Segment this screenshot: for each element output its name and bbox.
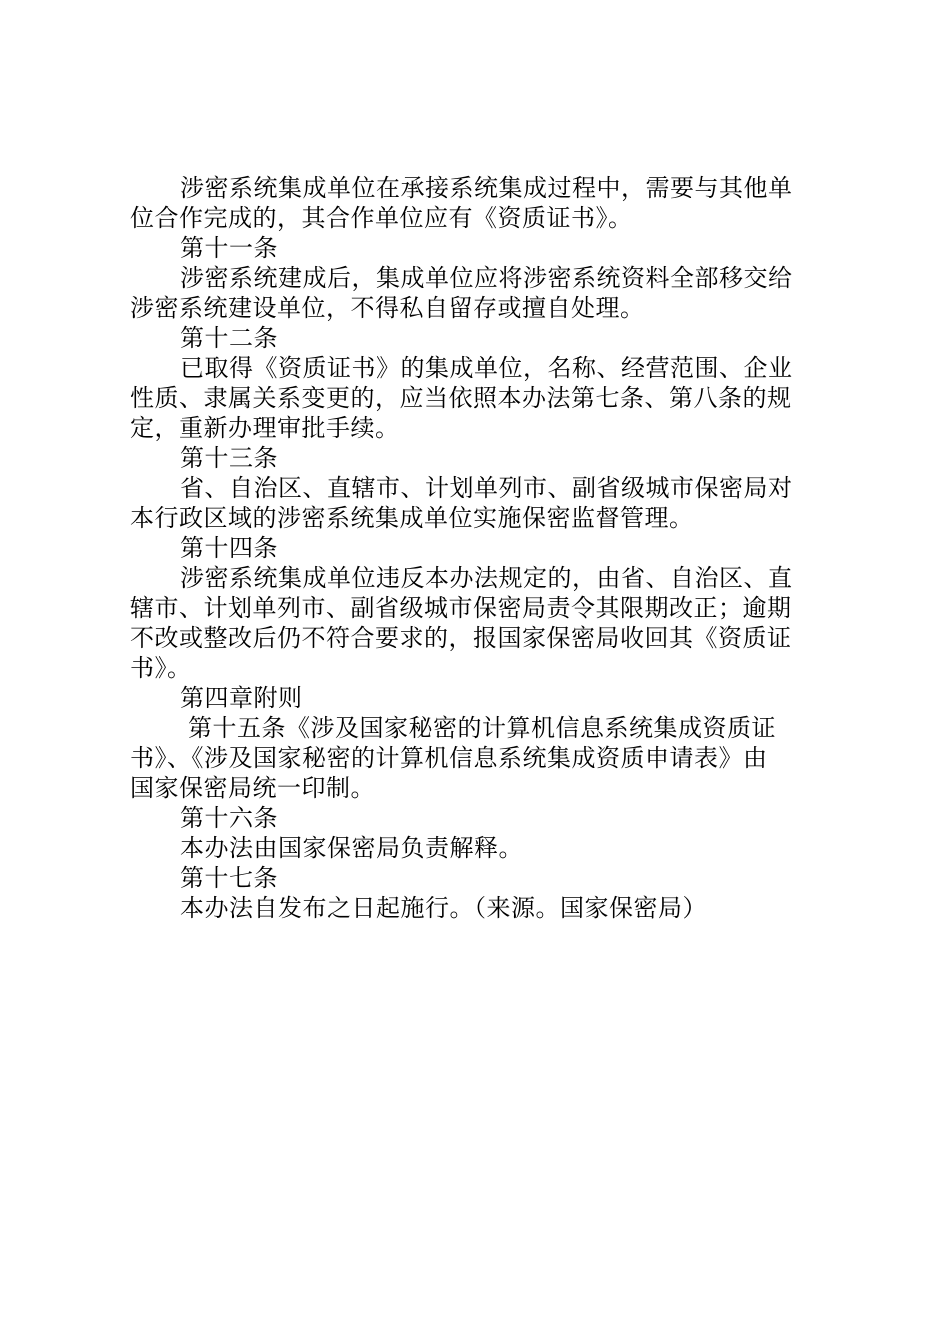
paragraph-line: 本办法由国家保密局负责解释。 (180, 834, 523, 862)
article-heading: 第十六条 (180, 804, 278, 832)
article-heading: 第十二条 (180, 324, 278, 352)
paragraph-line: 已取得《资质证书》的集成单位，名称、经营范围、企业 (180, 354, 793, 382)
paragraph-line: 书》。 (130, 654, 192, 682)
paragraph-line: 第十五条《涉及国家秘密的计算机信息系统集成资质证 (188, 714, 776, 742)
paragraph-line: 涉密系统建成后，集成单位应将涉密系统资料全部移交给 (180, 264, 793, 292)
article-heading: 第十一条 (180, 234, 278, 262)
paragraph-line: 本行政区域的涉密系统集成单位实施保密监督管理。 (130, 504, 694, 532)
paragraph-line: 定，重新办理审批手续。 (130, 414, 400, 442)
paragraph-line: 涉密系统建设单位，不得私自留存或擅自处理。 (130, 294, 645, 322)
article-heading: 第十四条 (180, 534, 278, 562)
paragraph-line: 书》、《涉及国家秘密的计算机信息系统集成资质申请表》由 (130, 744, 768, 772)
document-body (130, 173, 832, 923)
paragraph-line: 性质、隶属关系变更的，应当依照本办法第七条、第八条的规 (130, 384, 792, 412)
paragraph-line: 国家保密局统一印制。 (130, 774, 375, 802)
paragraph-line: 省、自治区、直辖市、计划单列市、副省级城市保密局对 (180, 474, 793, 502)
chapter-heading: 第四章附则 (180, 684, 303, 712)
paragraph-line: 本办法自发布之日起施行。（来源。国家保密局） (180, 894, 707, 922)
paragraph-line: 不改或整改后仍不符合要求的，报国家保密局收回其《资质证 (130, 624, 792, 652)
paragraph-line: 涉密系统集成单位在承接系统集成过程中，需要与其他单 (180, 174, 793, 202)
paragraph-line: 涉密系统集成单位违反本办法规定的，由省、自治区、直 (180, 564, 793, 592)
article-heading: 第十三条 (180, 444, 278, 472)
article-heading: 第十七条 (180, 864, 278, 892)
paragraph-line: 位合作完成的，其合作单位应有《资质证书》。 (130, 204, 633, 232)
paragraph-line: 辖市、计划单列市、副省级城市保密局责令其限期改正；逾期 (130, 594, 792, 622)
